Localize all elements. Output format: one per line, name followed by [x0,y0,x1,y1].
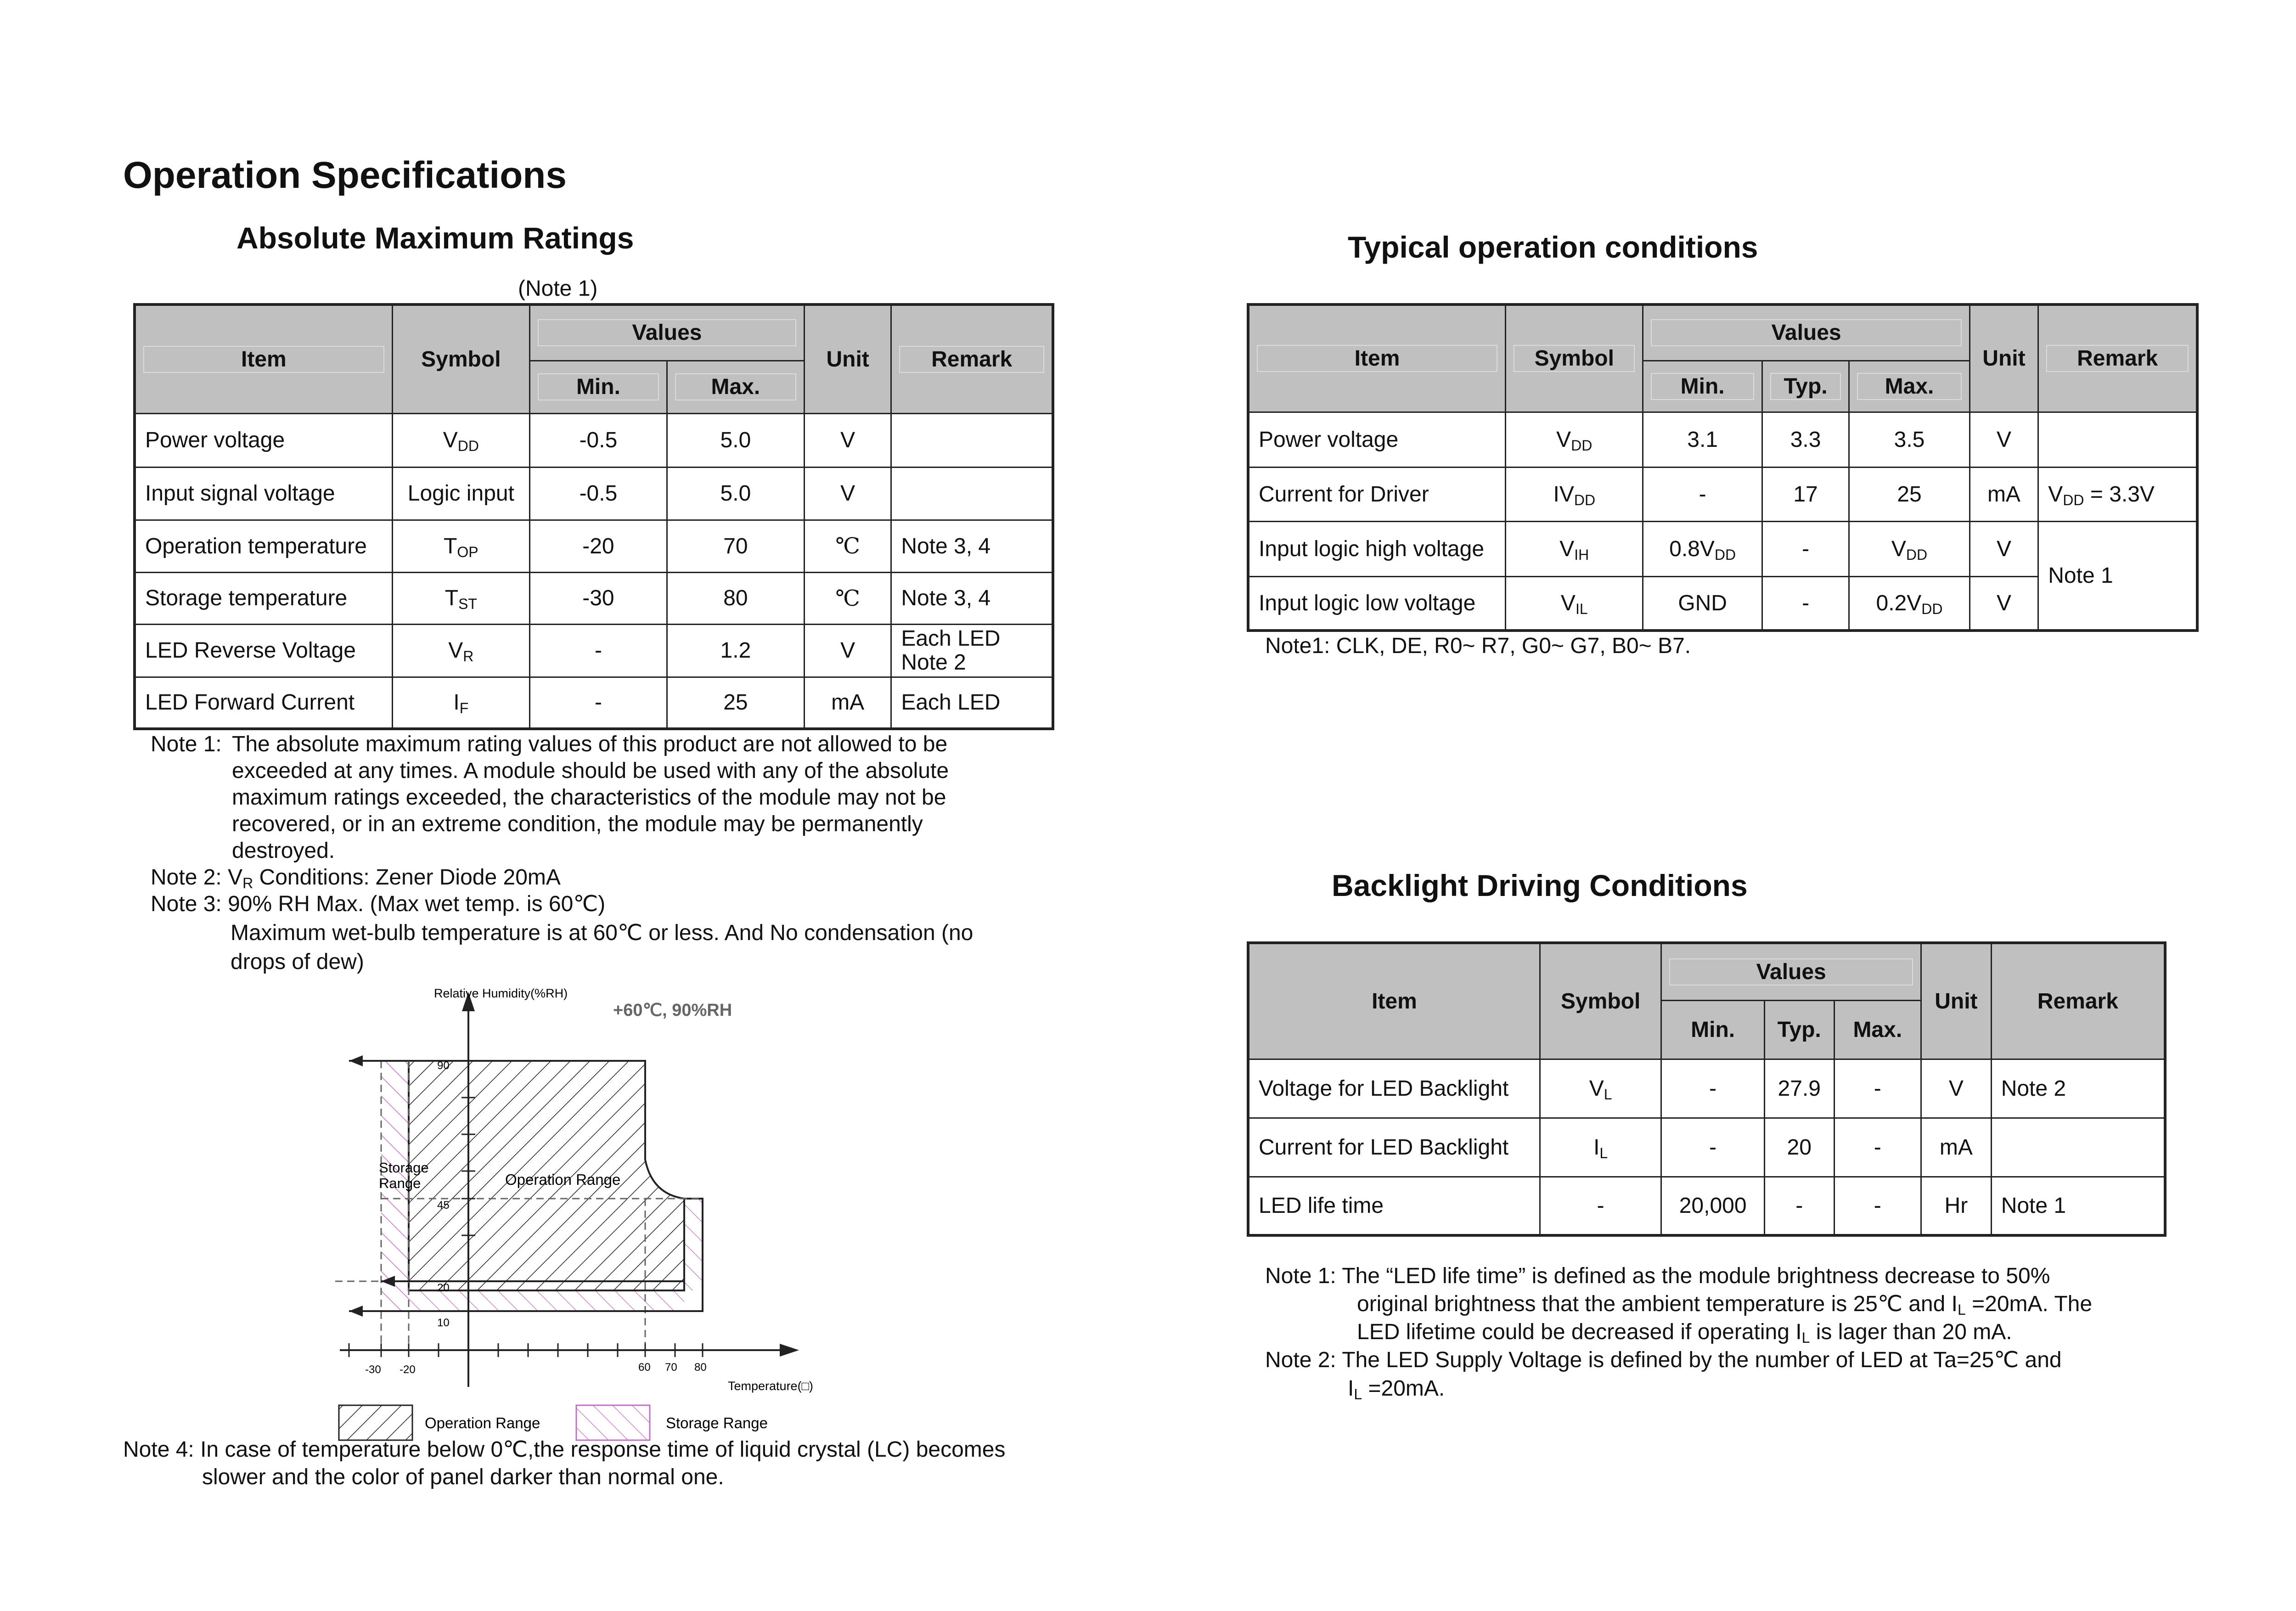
header-values: Values [1643,304,1970,361]
y-tick-label: 45 [437,1199,450,1211]
x-tick-label: -20 [400,1363,416,1376]
operation-range-label: Operation Range [505,1171,621,1188]
header-unit: Unit [1970,304,2038,412]
x-tick-label: 60 [638,1361,651,1374]
abs-note-4-line: slower and the color of panel darker than normal one. [202,1465,724,1489]
abs-note-1-line: recovered, or in an extreme condition, the module may be permanently [232,812,923,836]
backlight-note-1: Note 1: The “LED life time” is defined as the module brightness decrease to 50% [1265,1264,2050,1288]
header-remark: Remark [891,304,1053,413]
header-unit: Unit [1921,943,1992,1059]
table-row: LED Forward Current $I_F$ - 25 mA Each LED [135,677,1053,729]
table-row: Input signal voltage Logic input -0.5 5.0 V [135,467,1053,520]
abs-max-title: Absolute Maximum Ratings [236,221,634,255]
header-min: Min. [1643,361,1762,412]
header-max: Max. [667,361,804,413]
y-tick-label: 20 [437,1282,450,1294]
header-max: Max. [1834,1000,1921,1059]
y-axis-label: Relative Humidity(%RH) [434,986,568,1000]
typical-table [1247,303,2199,632]
abs-note-4: Note 4: In case of temperature below 0℃,the response time of liquid crystal (LC) becomes [123,1437,1006,1462]
x-axis-label: Temperature(□) [728,1379,813,1393]
backlight-title: Backlight Driving Conditions [1332,868,1748,902]
header-typ: Typ. [1762,361,1849,412]
abs-note-3: Note 3: 90% RH Max. (Max wet temp. is 60℃) [151,892,606,916]
header-symbol: Symbol [1506,304,1643,412]
header-max: Max. [1849,361,1970,412]
table-row: Storage temperature $T_{ST}$ -30 80 ℃ Note 3, 4 [135,572,1053,624]
storage-range-label: Storage [379,1160,429,1176]
header-min: Min. [529,361,667,413]
temp-humidity-diagram [321,978,872,1447]
header-item: Item [1248,943,1540,1059]
y-tick-label: 90 [437,1059,450,1072]
abs-note-2: Note 2: $V_R$ Conditions: Zener Diode 20mA [151,865,561,891]
callout-label: +60℃, 90%RH [613,1001,732,1020]
table-row: Power voltage $V_{DD}$ 3.1 3.3 3.5 V [1248,412,2197,467]
abs-note-1-line: The absolute maximum rating values of this product are not allowed to be [232,732,948,756]
x-tick-label: -30 [365,1363,381,1376]
backlight-table [1247,941,2167,1237]
abs-note-1-line: destroyed. [232,839,335,863]
x-tick-label: 70 [665,1361,677,1374]
table-row: Power voltage $V_{DD}$ -0.5 5.0 V [135,413,1053,467]
table-row: Current for LED Backlight $I_L$ - 20 - mA [1248,1118,2165,1177]
abs-note-3-line: Maximum wet-bulb temperature is at 60℃ or less. And No condensation (no [231,921,974,945]
abs-note-3-line: drops of dew) [231,950,364,974]
legend-operation-label: Operation Range [425,1414,540,1431]
header-remark: Remark [1991,943,2165,1059]
header-item: Item [1248,304,1506,412]
page-title: Operation Specifications [123,154,567,196]
typical-footnote: Note1: CLK, DE, R0~ R7, G0~ G7, B0~ B7. [1265,634,1691,658]
legend-storage-label: Storage Range [666,1414,768,1431]
header-min: Min. [1661,1000,1765,1059]
table-row: LED life time - 20,000 - - Hr Note 1 [1248,1177,2165,1235]
abs-note-ref: (Note 1) [518,276,598,301]
storage-range-label: Range [379,1175,421,1191]
typical-title: Typical operation conditions [1348,230,1758,264]
backlight-note-1-line: original brightness that the ambient temperature is 25℃ and $I_L =20mA$. The [1357,1292,2093,1318]
table-row: LED Reverse Voltage $V_R$ - 1.2 V Each LED Note 2 [135,624,1053,677]
header-item: Item [135,304,392,413]
header-values: Values [1661,943,1921,1000]
table-row: Input logic low voltage $V_{IL}$ GND - $0.2V_{DD}$ V [1248,576,2197,631]
backlight-note-2-line: $I_L =20mA$. [1348,1376,1445,1403]
y-tick-label: 10 [437,1317,450,1329]
table-row: Operation temperature $T_{OP}$ -20 70 ℃ Note 3, 4 [135,520,1053,572]
backlight-note-1-line: LED lifetime could be decreased if operating $I_L$ is lager than 20 mA. [1357,1320,2012,1346]
header-typ: Typ. [1764,1000,1834,1059]
header-symbol: Symbol [392,304,529,413]
abs-note-1-line: maximum ratings exceeded, the characteristics of the module may not be [232,785,946,810]
table-row: Input logic high voltage $V_{IH}$ $0.8V_{DD}$ - $V_{DD}$ V Note 1 [1248,521,2197,576]
table-row: Voltage for LED Backlight $V_L$ - 27.9 - V Note 2 [1248,1059,2165,1118]
abs-note-1-lead: Note 1: [151,732,222,756]
x-tick-label: 80 [694,1361,707,1374]
header-remark: Remark [2038,304,2197,412]
backlight-note-2: Note 2: The LED Supply Voltage is defined by the number of LED at Ta=25℃ and [1265,1348,2062,1372]
table-row: Current for Driver $IV_{DD}$ - 17 25 mA $V_{DD} = 3.3V$ [1248,467,2197,521]
legend-storage-swatch [576,1405,650,1440]
header-symbol: Symbol [1540,943,1661,1059]
legend-operation-swatch [339,1405,412,1440]
merged-remark: Note 1 [2038,521,2197,631]
abs-max-table [133,303,1054,730]
abs-note-1-line: exceeded at any times. A module should be used with any of the absolute [232,759,949,783]
header-values: Values [529,304,804,361]
header-unit: Unit [804,304,891,413]
